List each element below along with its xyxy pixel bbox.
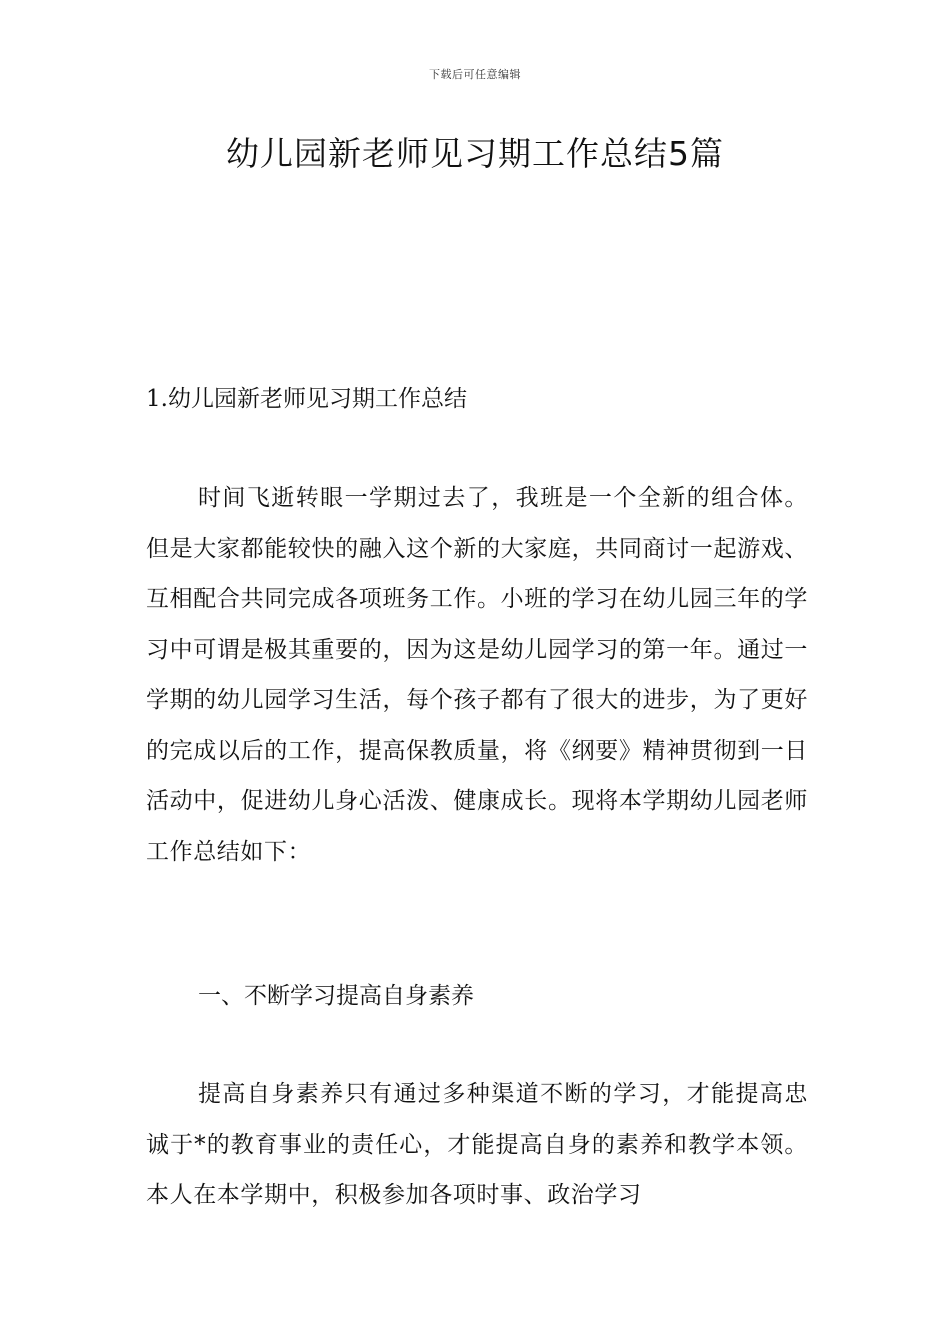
document-title: 幼儿园新老师见习期工作总结5篇: [226, 134, 724, 173]
header-note: 下载后可任意编辑: [429, 68, 521, 81]
subsection-heading: 一、不断学习提高自身素养: [198, 983, 474, 1009]
body-paragraph: 时间飞逝转眼一学期过去了，我班是一个全新的组合体。但是大家都能较快的融入这个新的大家庭，共同商讨一起游戏、互相配合共同完成各项班务工作。小班的学习在幼儿园三年的学习中可谓是极其重要的，因为这是幼儿园学习的第一年。通过一学期的幼儿园学习生活，每个孩子都有了很大的进步，为了更好的完成以后的工作，提高保教质量，将《纲要》精神贯彻到一日活动中，促进幼儿身心活泼、健康成长。现将本学期幼儿园老师工作总结如下：: [146, 485, 808, 865]
section-heading: 1.幼儿园新老师见习期工作总结: [146, 386, 467, 412]
body-paragraph: 提高自身素养只有通过多种渠道不断的学习，才能提高忠诚于*的教育事业的责任心，才能提高自身的素养和教学本领。本人在本学期中，积极参加各项时事、政治学习: [146, 1081, 808, 1208]
